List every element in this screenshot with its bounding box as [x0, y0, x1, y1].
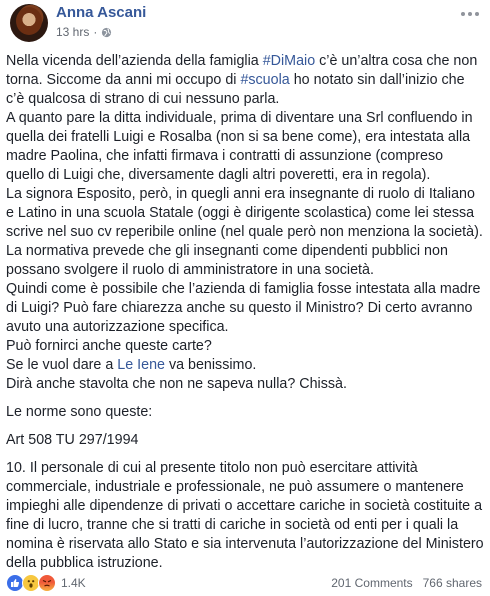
- paragraph-text: A quanto pare la ditta individuale, prima di diventare una Srl confluendo in quella dei fratelli Luigi e Rosalba (non si sa bene come), era intestata alla madre Paolina, che infatti firmava i contratti di assunzione (compreso quello di Luigi che, diversamente dagli altri poveretti, era in regola).: [6, 110, 473, 183]
- paragraph-text: Quindi come è possibile che l’azienda di famiglia fosse intestata alla madre di Luigi? Può fare chiarezza anche su questo il Ministro? Di certo avranno avuto una autorizzazione specifica.: [6, 281, 481, 335]
- author-avatar[interactable]: [10, 4, 48, 42]
- post-paragraph: [6, 431, 484, 450]
- post-paragraph: [6, 109, 484, 185]
- author-name[interactable]: Anna Ascani: [56, 4, 147, 21]
- post-paragraph: [6, 52, 484, 109]
- post-paragraph: [6, 375, 484, 394]
- paragraph-text: 10. Il personale di cui al presente titolo non può esercitare attività commerciale, industriale e professionale, ne può assumere o mantenere impieghi alle dipendenze di privati o accettare cariche in società costituite a fine di lucro, tranne che si tratti di cariche in società od enti per i quali la nomina è riservata allo Stato e sia intervenuta l’autorizzazione del Ministero della pubblica istruzione.: [6, 460, 484, 571]
- paragraph-text: Se le vuol dare a: [6, 357, 118, 373]
- paragraph-gap: [6, 450, 484, 459]
- post-paragraph: [6, 337, 484, 356]
- hashtag-link[interactable]: #DiMaio: [262, 53, 316, 69]
- post-paragraph: [6, 459, 484, 573]
- post-time[interactable]: 13 hrs: [56, 25, 90, 39]
- paragraph-gap: [6, 394, 484, 403]
- paragraph-text: La signora Esposito, però, in quegli anni era insegnante di ruolo di Italiano e Latino in una scuola Statale (oggi è dirigente scolastica) come lei stessa scrive nel suo cv reperibile online (nel quale però non menziona la società).: [6, 186, 483, 240]
- post-header: [0, 0, 490, 46]
- reaction-count: 1.4K: [61, 576, 86, 590]
- post-paragraph: [6, 280, 484, 337]
- reactions-summary[interactable]: [6, 574, 86, 592]
- post-paragraph: [6, 403, 484, 422]
- shares-count[interactable]: 766 shares: [422, 576, 482, 590]
- hashtag-link[interactable]: Le Iene: [117, 357, 165, 373]
- more-options-icon[interactable]: [460, 8, 480, 20]
- post-paragraph: [6, 185, 484, 242]
- post-paragraph: [6, 242, 484, 280]
- post-stats: [331, 576, 482, 590]
- paragraph-text: La normativa prevede che gli insegnanti come dipendenti pubblici non possano svolgere il ruolo di amministratore in una società.: [6, 243, 448, 278]
- paragraph-text: ho notato sin dall’inizio che c’è qualcosa di strano di cui nessuno parla.: [6, 72, 465, 107]
- post-meta: [56, 25, 112, 39]
- globe-icon[interactable]: [101, 27, 112, 38]
- paragraph-text: Può fornirci anche queste carte?: [6, 338, 212, 354]
- angry-icon: [38, 574, 56, 592]
- post-paragraph: [6, 356, 484, 375]
- paragraph-text: Art 508 TU 297/1994: [6, 432, 139, 448]
- paragraph-text: c’è un’altra cosa che non torna. Siccome da anni mi occupo di: [6, 53, 478, 88]
- comments-count[interactable]: 201 Comments: [331, 576, 413, 590]
- post-footer: [0, 570, 490, 596]
- paragraph-text: Le norme sono queste:: [6, 404, 153, 420]
- paragraph-text: Nella vicenda dell’azienda della famiglia: [6, 53, 263, 69]
- hashtag-link[interactable]: #scuola: [240, 72, 290, 88]
- paragraph-text: Dirà anche stavolta che non ne sapeva nulla? Chissà.: [6, 376, 347, 392]
- post-text: [6, 52, 484, 573]
- paragraph-gap: [6, 422, 484, 431]
- meta-separator: ·: [93, 25, 98, 39]
- paragraph-text: va benissimo.: [164, 357, 257, 373]
